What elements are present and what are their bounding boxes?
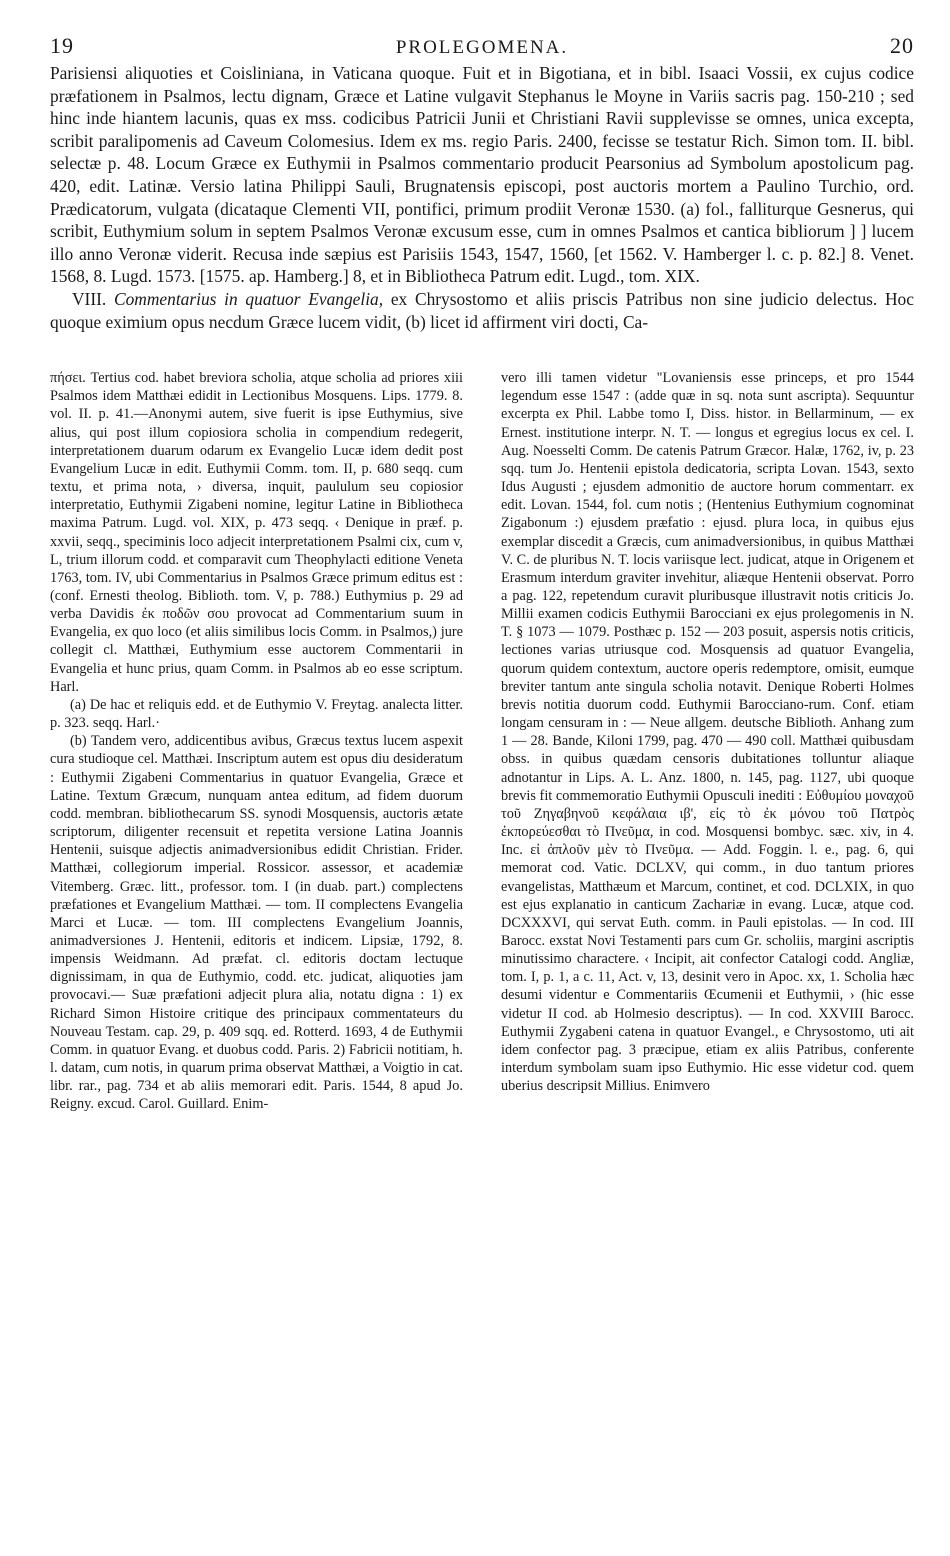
right-column <box>501 369 914 1113</box>
section-text: ex Chrysostomo et aliis priscis Patribus non sine judicio delectus. Hoc quoque eximium opus necdum Græce lucem vidit, (b) licet id affirment viri docti, Ca- <box>50 288 914 332</box>
running-title: PROLEGOMENA. <box>395 37 569 58</box>
running-head <box>50 34 914 60</box>
footnote-a: (a) De hac et reliquis edd. et de Euthymio V. Freytag. analecta litter. p. 323. seqq. Harl.· <box>50 696 463 732</box>
footnote-continuation: πήσει. Tertius cod. habet breviora scholia, atque scholia ad priores xiii Psalmos idem Matthæi edidit in Lectionibus Mosquens. Lips. 1779. 8. vol. II. p. 41.—Anonymi autem, sive fuerit is ipse Euthymius, sive alius, qui post illum copiosiora scholia in compendium redegerit, interpretationem duarum odarum ex Evangelio Lucæ idem dedit post Evangelium Lucæ in edit. Euthymii Comm. tom. II, p. 680 seqq. cum textu, et prima nota, › diversa, inquit, paululum seu copiosior interpretatio, Euthymii Zigabeni nomine, legitur Latine in Bibliotheca maxima Patrum. Lugd. vol. XIX, p. 473 seqq. ‹ Denique in præf. p. xxvii, seqq., speciminis loco adjecit interpretationem Psalmi cix, cum v, L, trium illorum codd. et comparavit cum Theophylacti editione Veneta 1763, tom. IV, ubi Commentarius in Psalmos Græce primum editus est : (conf. Ernesti theolog. Biblioth. tom. V, p. 788.) Euthymius p. 29 ad verba Davidis ἐκ ποδῶν σου provocat ad Commentarium suum in Evangelia, ex quo loco (et aliis similibus locis Comm. in Psalmos,) jure collegit cl. Matthæi, Euthymium esse auctorem Commentarii in Evangelia et hunc prius, quam Comm. in Psalmos ab eo esse scriptum. Harl. <box>50 370 463 695</box>
main-text <box>50 62 914 333</box>
main-paragraph: Parisiensi aliquoties et Coisliniana, in Vaticana quoque. Fuit et in Bigotiana, et in bibl. Isaaci Vossii, ex cujus codice præfationem in Psalmos, lectu dignam, Græce et Latine vulgavit Stephanus le Moyne in Variis sacris pag. 150-210 ; sed hinc inde hiantem lacunis, quas ex mss. codicibus Patricii Junii et Christiani Ravii supplevisse se omnes, unica excepta, scribit paralipomenis ad Caveum Colomesius. Idem ex ms. regio Paris. 2400, fecisse se testatur Rich. Simon tom. II. bibl. selectæ p. 48. Locum Græce ex Euthymii in Psalmos commentario producit Pearsonius ad Symbolum apostolicum pag. 420, edit. Latinæ. Versio latina Philippi Sauli, Brugnatensis episcopi, post auctoris mortem a Paulino Turchio, ord. Prædicatorum, vulgata (dicataque Clementi VII, pontifici, primum prodiit Veronæ 1530. (a) fol., falliturque Gesnerus, qui scribit, Euthymium solum in septem Psalmos Veronæ excusum esse, cum in omnes Psalmos et cantica bibliorum ] ] lucem illo anno Veronæ viderit. Recusa inde sæpius est Parisiis 1543, 1547, 1560, [et 1562. V. Hamberger l. c. p. 82.] 8. Venet. 1568, 8. Lugd. 1573. [1575. ap. Hamberg.] 8, et in Bibliotheca Patrum edit. Lugd., tom. XIX. <box>50 63 914 287</box>
page-number-left: 19 <box>50 33 74 58</box>
section-number: VIII. <box>72 288 107 309</box>
section-title: Commentarius in quatuor Evangelia, <box>114 288 384 309</box>
footnote-columns <box>50 369 914 1113</box>
footnote-b-continuation: vero illi tamen videtur "Lovaniensis esse princeps, et pro 1544 legendum esse 1547 : (adde quæ in sq. nota sunt ascripta). Sequuntur excerpta ex Phil. Labbe tomo I, Diss. histor. in Bellarminum, — ex Ernest. institutione interpr. N. T. — longus et egregius locus ex cel. I. Aug. Noesselti Comm. De catenis Patrum Græcor. Halæ, 1762, iv, p. 23 sqq. tum Jo. Hentenii epistola dedicatoria, scripta Lovan. 1543, sexto Idus Augusti ; ejusdem admonitio de auctore horum commentarr. ex edit. Lovan. 1544, fol. cum notis ; (Hentenius Euthymium cognominat Zigabonum :) ejusdem præfatio : ejusd. plura loca, in quibus ejus exemplar discedit a Græcis, cum animadversionibus, in quibus Matthæi V. C. de pluribus N. T. locis variisque lect. judicat, atque in Origenem et Erasmum interdum graviter invehitur, aliæque Hentenii observat. Porro a pag. 122, repetendum curavit pluribusque illustravit notis criticis Jo. Millii examen codicis Euthymii Barocciani ex ejus prolegomenis in N. T. § 1073 — 1079. Posthæc p. 152 — 203 posuit, aspersis notis criticis, lectiones varias utriusque cod. Mosquensis ad quatuor Evangelia, quorum quidem contextum, auctore operis redemptore, omisit, eumque breviter tantum ante singula scholia notavit. Denique Roberti Holmes brevis notitia duorum codd. Euthymii Barocciano-rum. Conf. etiam longam censuram in : — Neue allgem. deutsche Biblioth. Anhang zum 1 — 28. Bande, Kiloni 1799, pag. 470 — 490 coll. Matthæi quibusdam obss. in quibus quædam censoris dubitationes tolluntur aliaque adnotantur in Lips. A. L. Anz. 1800, n. 145, pag. 1127, ubi quoque brevis fit commemoratio Euthymii Opusculi inediti : Εὐθυμίου μοναχοῦ τοῦ Ζηγαβηνοῦ κεφάλαια ιβ', εἰς τὸ ἐκ μόνου τοῦ Πατρὸς ἐκπορεύεσθαι τὸ Πνεῦμα, in cod. Mosquensi bombyc. sæc. xiv, in 4. Inc. εἰ ἁπλοῦν μὲν τὸ Πνεῦμα. — Add. Foggin. l. e., pag. 6, qui memorat cod. Vatic. DCLXV, qui comm., in duo tantum priores evangelistas, Matthæum et Marcum, continet, et cod. DCLXIX, in quo est ejus explanatio in canticum Zachariæ in evang. Lucæ, atque cod. DCXXXVI, qui servat Euth. comm. in Pauli epistolas. — In cod. III Barocc. exstat Novi Testamenti pars cum Gr. scholiis, margini ascriptis minutissimo charactere. ‹ Incipit, ait confector Catalogi codd. Angliæ, tom. I, p. 1, a c. 11, Act. v, 13, desinit vero in Apoc. xx, 1. Scholia hæc desumi videntur e Commentariis Œcumenii et Euthymii, › (hic esse videtur II cod. ab Holmesio descriptus). — In cod. XXVIII Barocc. Euthymii Zygabeni catena in quatuor Evangel., e Chrysostomo, uti ait idem confector pag. 3 præcipue, etiam ex aliis Patribus, conferente interdum symbolam suam ipso Euthymio. Hic esse videtur cod. quem uberius descripsit Millius. Enimvero <box>501 370 914 1095</box>
section-viii <box>50 288 914 333</box>
page-number-right: 20 <box>890 33 914 58</box>
left-column <box>50 369 463 1113</box>
footnote-b: (b) Tandem vero, addicentibus avibus, Græcus textus lucem aspexit cura studioque cel. Matthæi. Inscriptum autem est opus diu desideratum : Euthymii Zigabeni Commentarius in quatuor Evangelia, Græce et Latine. Textum Græcum, nunquam antea editum, ad fidem duorum codd. membran. bibliothecarum SS. synodi Mosquensis, auctoris ætate scriptorum, diligenter recensuit et repetita versione Latina Joannis Hentenii, suisque adjectis animadversionibus edidit Christian. Frider. Matthæi, collegiorum imperial. Rossicor. assessor, et academiæ Vitemberg. Græc. litt., professor. tom. I (in duab. part.) complectens præfationes et Evangelium Matthæi. — tom. II complectens Evangelia Marci et Lucæ. — tom. III complectens Evangelium Joannis, animadversiones J. Hentenii, editoris et indicem. Lipsiæ, 1792, 8. impensis Weidmann. Ad præfat. cl. editoris doctam lectuque dignissimam, in qua de Euthymio, codd. etc. judicat, aliquoties jam provocavi.— Suæ præfationi adjecit plura alia, notatu digna : 1) ex Richard Simon Histoire critique des principaux commentateurs du Nouveau Testam. cap. 29, p. 409 sqq. ed. Rotterd. 1693, 4 de Euthymii Comm. in quatuor Evang. et duobus codd. Paris. 2) Fabricii notitiam, h. l. datam, cum notis, in quarum prima observat Matthæi, a Voigtio in cat. libr. rar., pag. 734 et ab aliis memorari edit. Paris. 1544, 8 apud Jo. Reigny. excud. Carol. Guillard. Enim- <box>50 733 463 1113</box>
